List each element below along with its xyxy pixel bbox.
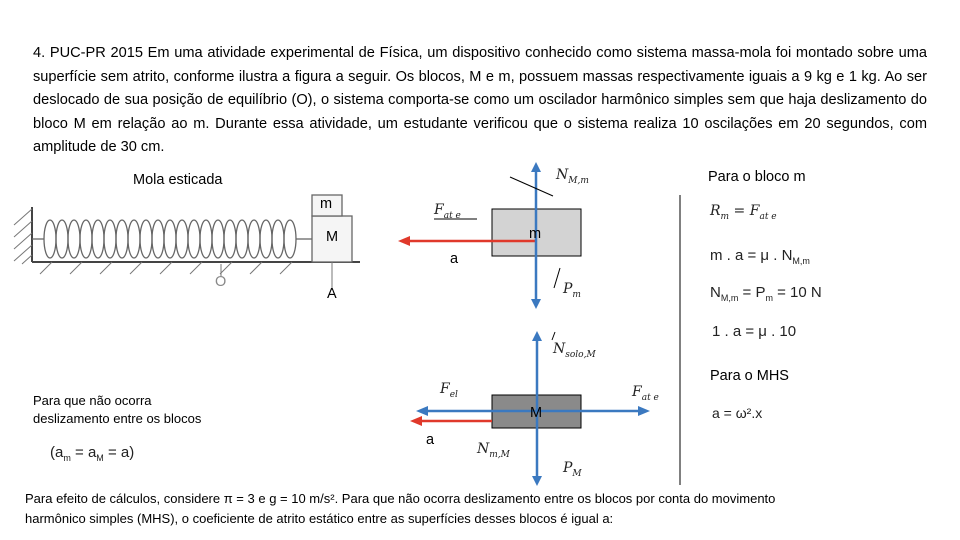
mhs-equation: a = ω².x — [712, 405, 763, 421]
right-eq3: $N_{M,m} = P_m = 10$ N — [710, 284, 822, 303]
right-panel-title: Para o bloco m — [708, 169, 806, 185]
left-note-line2: deslizamento entre os blocos — [33, 411, 202, 426]
problem-statement: 4. PUC-PR 2015 Em uma atividade experimental de Física, um dispositivo conhecido como sistema massa-mola foi montado sobre uma superfície sem atrito, conforme ilustra a figura a seguir. Os blocos, M e m, possuem massas respectivamente iguais a 9 kg e 1 kg. Ao ser deslocado de sua posição de equilíbrio (O), o sistema comporta-se como um oscilador harmônico simples sem que haja deslizamento do bloco M em relação ao m. Durante essa atividade, um estudante verificou que o sistema realiza 10 oscilações em 20 segundos, com amplitude de 30 cm. — [33, 45, 927, 156]
footer-line2: harmônico simples (MHS), o coeficiente de atrito estático entre as superfícies desses blocos é igual a: — [25, 511, 614, 526]
mhs-title: Para o MHS — [710, 368, 789, 384]
fbd-m-weight-label: $P_m$ — [563, 281, 581, 300]
fbd-m-block-label: m — [529, 226, 542, 242]
left-note-line1: Para que não ocorra — [33, 393, 152, 408]
right-eq2: m . a = μ . $N_{M,m}$ — [710, 247, 810, 266]
spring-mass-diagram — [14, 195, 360, 290]
fbd-m-friction-label: $F_{at e}$ — [434, 202, 461, 221]
fbd-M-elastic-label: $F_{el}$ — [440, 381, 458, 400]
footer-line1: Para efeito de cálculos, considere π = 3 e g = 10 m/s². Para que não ocorra deslizamento entre os blocos por conta do movimento — [25, 491, 776, 506]
fbd-M-normal2-label: $N_{m,M}$ — [477, 441, 510, 460]
fbd-M-friction-label: $F_{at e}$ — [632, 384, 659, 403]
fbd-block-m — [398, 162, 581, 309]
fbd-m-accel-label: a — [450, 251, 459, 267]
right-eq1: $R_m = F_{at e}$ — [710, 203, 777, 222]
fbd-M-block-label: M — [530, 405, 543, 421]
right-eq4: 1 . a = μ . 10 — [712, 323, 797, 340]
origin-label: O — [215, 274, 227, 290]
point-a-label: A — [327, 286, 337, 302]
left-note-equation: $(a_m = a_M = a)$ — [50, 444, 135, 463]
fbd-M-normal-label: $N_{solo,M}$ — [553, 341, 596, 360]
spring — [32, 220, 312, 258]
block-large-label: M — [326, 229, 339, 245]
wall-hatch — [14, 207, 360, 274]
fbd-M-weight-label: $P_M$ — [563, 460, 582, 479]
block-small-label: m — [320, 196, 333, 212]
fbd-m-normal-label: $N_{M,m}$ — [556, 167, 589, 186]
figure-caption: Mola esticada — [133, 172, 223, 188]
fbd-M-accel-label: a — [426, 432, 435, 448]
